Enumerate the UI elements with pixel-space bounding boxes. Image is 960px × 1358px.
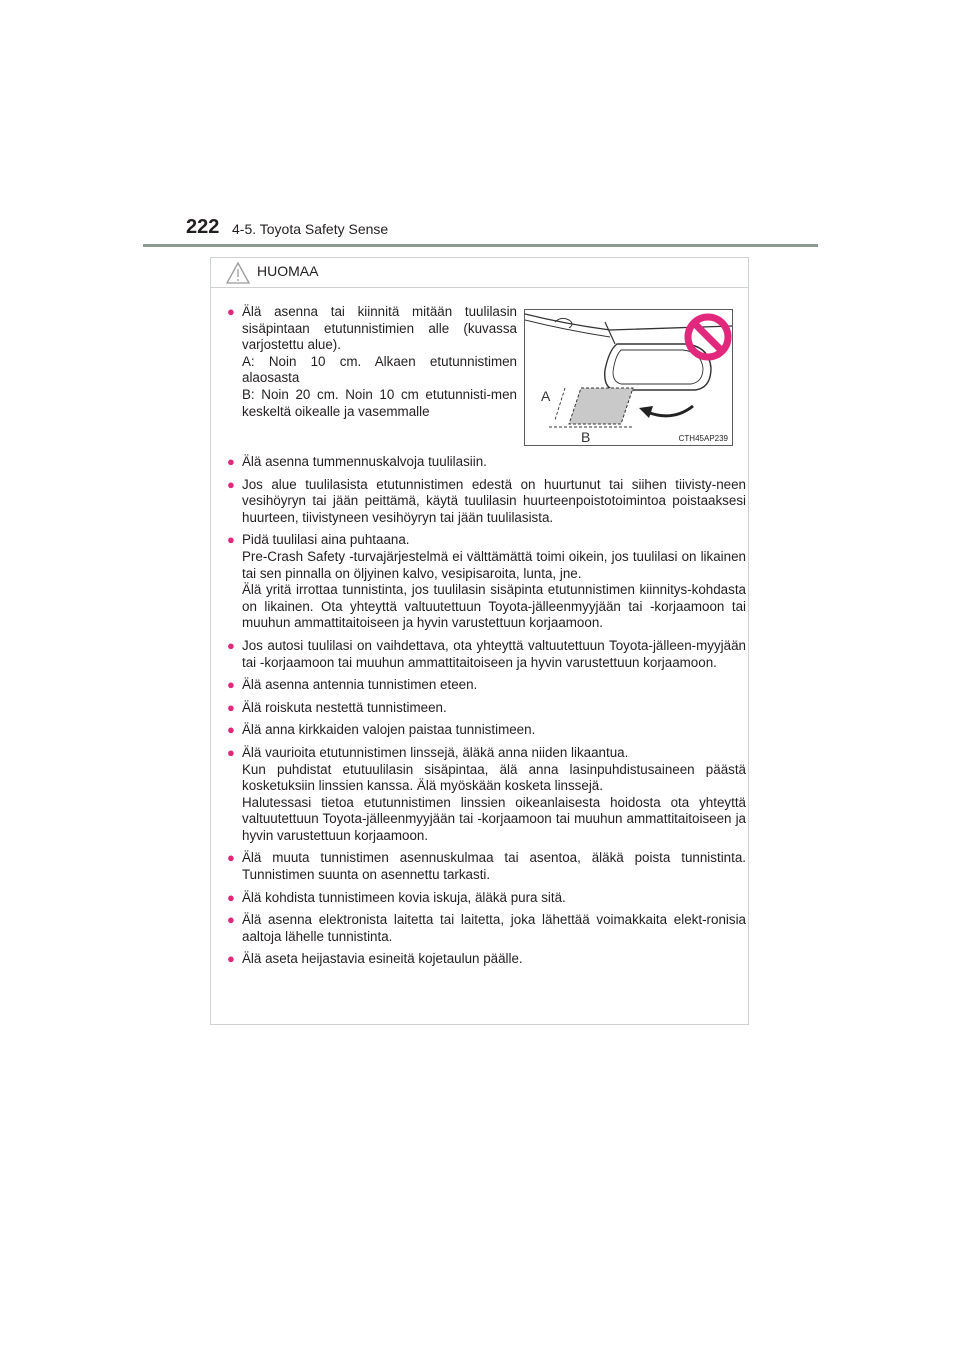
- item-text: Älä roiskuta nestettä tunnistimeen.: [242, 699, 447, 715]
- warning-icon: [225, 261, 251, 285]
- page-number: 222: [186, 216, 220, 238]
- list-item: [227, 912, 746, 945]
- list-item: [227, 951, 746, 968]
- bullet-icon: ●: [227, 951, 235, 967]
- prohibition-icon: [688, 317, 728, 357]
- list-item: [227, 745, 746, 845]
- label-b: B: [581, 429, 591, 445]
- bullet-icon: ●: [227, 532, 235, 548]
- list-item: [227, 532, 746, 632]
- list-item: [227, 477, 746, 527]
- item-text: Älä asenna elektronista laitetta tai laitetta, joka lähettää voimakkaita elekt-ronisia aaltoja lähelle tunnistinta.: [242, 912, 746, 944]
- item-text: Älä yritä irrottaa tunnistinta, jos tuulilasin sisäpinta etutunnistimen kiinnitys-kohdasta on likainen. Ota yhteyttä valtuutettuun Toyota-jälleenmyyjään tai -korjaamoon tai muuhun ammattitaitoiseen ja hyvin varustettuun korjaamoon.: [242, 582, 746, 631]
- notice-list: [227, 454, 746, 974]
- item-text: Älä asenna tai kiinnitä mitään tuulilasin sisäpintaan etutunnistimien alle (kuvassa varjostettu alue).: [242, 304, 517, 353]
- header-divider: [143, 244, 818, 247]
- list-item: [227, 454, 746, 471]
- list-item: [227, 304, 517, 420]
- bullet-icon: ●: [227, 744, 235, 760]
- item-text: Pidä tuulilasi aina puhtaana.: [242, 532, 410, 548]
- first-item: [227, 304, 517, 426]
- bullet-icon: ●: [227, 889, 235, 905]
- list-item: [227, 677, 746, 694]
- item-text: Älä kohdista tunnistimeen kovia iskuja, äläkä pura sitä.: [242, 889, 566, 905]
- item-text: Älä vaurioita etutunnistimen linssejä, äläkä anna niiden likaantua.: [242, 744, 629, 760]
- sensor-area-figure: [524, 309, 733, 446]
- item-text: Kun puhdistat etutuulilasin sisäpintaa, älä anna lasinpuhdistusaineen päästä kosketuksiin linssien kanssa. Älä myöskään kosketa linssejä.: [242, 761, 746, 794]
- item-text: Älä muuta tunnistimen asennuskulmaa tai asentoa, äläkä poista tunnistinta. Tunnistimen suunta on asennettu tarkasti.: [242, 850, 746, 883]
- bullet-icon: ●: [227, 699, 235, 715]
- item-text: Älä aseta heijastavia esineitä kojetaulun päälle.: [242, 951, 523, 967]
- list-item: [227, 850, 746, 883]
- bullet-icon: ●: [227, 912, 235, 928]
- item-text: Älä asenna antennia tunnistimen eteen.: [242, 677, 478, 693]
- list-item: [227, 722, 746, 739]
- bullet-icon: ●: [227, 304, 235, 319]
- list-item: [227, 638, 746, 671]
- bullet-icon: ●: [227, 637, 235, 653]
- label-a: A: [541, 388, 551, 404]
- notice-title: HUOMAA: [257, 262, 319, 279]
- list-item: [227, 890, 746, 907]
- item-text: Halutessasi tietoa etutunnistimen linssien oikeanlaisesta hoidosta ota yhteyttä valtuutettuun Toyota-jälleenmyyjään tai -korjaamoon tai muuhun ammattitaitoiseen ja hyvin varustettuun korjaamoon.: [242, 794, 746, 843]
- item-text: Jos alue tuulilasista etutunnistimen edestä on huurtunut tai siihen tiivisty-neen vesihöyryn tai jään peittämä, käytä tuulilasin huurteenpoistotoimintoa poistaaksesi huurteen, tiivistyneen vesihöyryn tai jään tuulilasista.: [242, 476, 746, 525]
- item-text: A: Noin 10 cm. Alkaen etutunnistimen alaosasta: [242, 353, 517, 386]
- figure-code: CTH45AP239: [678, 434, 728, 443]
- item-text: Pre-Crash Safety -turvajärjestelmä ei välttämättä toimi oikein, jos tuulilasi on likainen tai sen pinnalla on öljyinen kalvo, vesipisaroita, lunta, jne.: [242, 548, 746, 581]
- bullet-icon: ●: [227, 454, 235, 469]
- shaded-area: [569, 388, 633, 424]
- item-text: Älä anna kirkkaiden valojen paistaa tunnistimeen.: [242, 722, 536, 738]
- section-title: 4-5. Toyota Safety Sense: [232, 221, 389, 237]
- list-item: [227, 700, 746, 717]
- bullet-icon: ●: [227, 722, 235, 738]
- item-text: Jos autosi tuulilasi on vaihdettava, ota yhteyttä valtuutettuun Toyota-jälleen-myyjään tai -korjaamoon tai muuhun ammattitaitoiseen ja hyvin varustettuun korjaamoon.: [242, 637, 746, 670]
- item-text: B: Noin 20 cm. Noin 10 cm etutunnisti-men keskeltä oikealle ja vasemmalle: [242, 386, 517, 419]
- arrow-icon: [639, 406, 693, 418]
- item-text: Älä asenna tummennuskalvoja tuulilasiin.: [242, 454, 487, 469]
- bullet-icon: ●: [227, 677, 235, 693]
- notice-header: [211, 258, 748, 288]
- bullet-icon: ●: [227, 476, 235, 492]
- notice-box: [210, 257, 749, 1025]
- bullet-icon: ●: [227, 850, 235, 866]
